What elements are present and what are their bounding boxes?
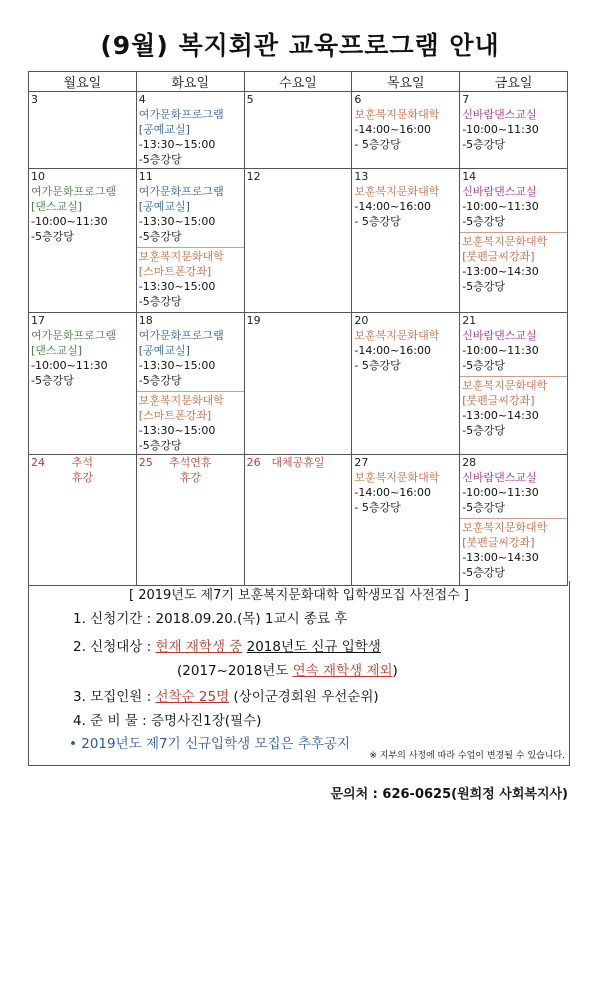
program-entry [352,107,459,152]
program-name: 여가문화프로그램 [138,329,224,342]
program-course: [붓펜글씨강좌] [462,394,535,407]
notice-value: (상이군경회원 우선순위) [233,689,379,705]
notice-item-target [73,635,381,655]
holiday-label: 대체공휴일 [271,456,325,469]
day-number: 10 [31,170,45,183]
day-number: 17 [31,314,45,327]
program-detail: -10:00~11:30 [462,486,539,499]
program-name: 보훈복지문화대학 [462,379,548,392]
calendar-week-row [29,313,568,455]
calendar-day-cell [244,169,352,313]
program-detail: -5층강당 [462,359,506,372]
calendar-week-row [29,455,568,586]
program-detail: -13:00~14:30 [462,551,539,564]
program-name: 보훈복지문화대학 [354,108,440,121]
holiday-label: 추석 [71,456,94,469]
day-number: 20 [354,314,369,327]
holiday-label: 휴강 [179,471,201,484]
holiday-label: 추석연휴 [168,456,212,469]
calendar-day-cell [460,313,568,455]
calendar-day-cell [244,92,352,169]
program-detail: -13:30~15:00 [138,138,216,151]
program-course: [댄스교실] [31,200,83,213]
day-number: 11 [138,170,153,183]
program-name: 신바람댄스교실 [462,329,537,342]
program-detail: -5층강당 [138,439,182,452]
program-detail: -14:00~16:00 [354,123,431,136]
page-title: (9월) 복지회관 교육프로그램 안내 [100,31,500,60]
program-detail: -13:00~14:30 [462,409,539,422]
day-number: 18 [138,314,153,327]
program-course: [붓펜글씨강좌] [462,536,535,549]
program-name: 보훈복지문화대학 [138,250,224,263]
day-number: 27 [354,456,369,469]
calendar-week-row [29,169,568,313]
program-name: 보훈복지문화대학 [462,521,548,534]
day-number: 6 [354,93,362,106]
notice-sub-prefix: (2017~2018년도 [177,663,289,679]
program-detail: -5층강당 [462,138,506,151]
day-number: 26 [246,456,261,469]
calendar-day-cell [460,92,568,169]
program-detail: -10:00~11:30 [462,123,539,136]
program-detail: - 5층강당 [354,215,401,228]
notice-header: [ 2019년도 제7기 보훈복지문화대학 입학생모집 사전접수 ] [128,588,469,603]
day-number: 4 [138,93,146,106]
calendar-day-cell [136,169,244,313]
calendar-day-cell [352,455,460,586]
notice-highlight: 현재 재학생 중 [155,639,243,655]
program-detail: -13:30~15:00 [138,280,216,293]
program-entry [460,107,567,152]
program-entry [29,328,136,388]
program-name: 신바람댄스교실 [462,185,537,198]
day-number: 25 [138,456,153,469]
notice-value: 2018년도 신규 입학생 [246,639,381,655]
program-calendar [28,71,568,586]
program-course: [공예교실] [138,200,190,213]
program-detail: -5층강당 [138,153,182,166]
program-detail: -13:30~15:00 [138,359,216,372]
program-detail: -5층강당 [138,374,182,387]
day-number: 3 [31,93,38,106]
calendar-day-cell [460,455,568,586]
day-number: 13 [354,170,369,183]
program-detail: -10:00~11:30 [31,215,108,228]
notice-highlight: 선착순 25명 [155,689,230,705]
contact-info: 문의처 : 626-0625(원희정 사회복지사) [330,787,568,802]
calendar-day-cell [244,455,352,586]
day-number: 14 [462,170,477,183]
program-detail: - 5층강당 [354,138,401,151]
program-detail: -10:00~11:30 [31,359,108,372]
notice-label: 3. 모집인원 : [73,689,152,705]
program-name: 보훈복지문화대학 [354,329,440,342]
program-detail: -5층강당 [462,280,506,293]
program-detail: -13:30~15:00 [138,424,216,437]
weekday-header: 수요일 [244,72,352,92]
program-detail: -10:00~11:30 [462,200,539,213]
program-entry [137,391,244,453]
program-course: [스마트폰강좌] [138,265,212,278]
program-detail: -5층강당 [462,566,506,579]
program-course: [공예교실] [138,123,190,136]
weekday-header-row [29,72,568,92]
notice-item-capacity [73,685,379,705]
calendar-day-cell [136,92,244,169]
day-number: 28 [462,456,477,469]
notice-item-period [73,607,347,627]
calendar-day-cell [29,92,137,169]
calendar-week-row [29,92,568,169]
program-name: 보훈복지문화대학 [462,235,548,248]
weekday-header: 금요일 [460,72,568,92]
program-detail: -13:30~15:00 [138,215,216,228]
notice-sub-suffix: ) [392,663,398,679]
weekday-header: 목요일 [352,72,460,92]
calendar-day-cell [136,455,244,586]
program-course: [댄스교실] [31,344,83,357]
weekday-header: 월요일 [29,72,137,92]
program-entry [352,470,459,515]
program-entry [29,184,136,244]
weekday-header: 화요일 [136,72,244,92]
program-name: 신바람댄스교실 [462,471,537,484]
day-number: 7 [462,93,470,106]
day-number: 5 [246,93,254,106]
program-detail: -5층강당 [138,295,182,308]
notice-item-materials [73,709,261,729]
program-entry [352,328,459,373]
notice-highlight: 연속 재학생 제외 [292,663,393,679]
program-entry [460,470,567,515]
notice-label: 2. 신청대상 : [73,639,152,655]
program-entry [137,184,244,244]
program-entry [137,328,244,388]
program-name: 여가문화프로그램 [138,185,224,198]
admission-notice [28,581,570,766]
calendar-day-cell [29,169,137,313]
program-detail: -5층강당 [462,424,506,437]
day-number: 19 [246,314,261,327]
program-name: 보훈복지문화대학 [354,185,440,198]
program-detail: - 5층강당 [354,359,401,372]
program-entry [137,247,244,309]
notice-bullet: • 2019년도 제7기 신규입학생 모집은 추후공지 [69,736,351,752]
calendar-day-cell [136,313,244,455]
program-name: 보훈복지문화대학 [138,394,224,407]
program-name: 보훈복지문화대학 [354,471,440,484]
calendar-day-cell [352,92,460,169]
program-course: [붓펜글씨강좌] [462,250,535,263]
program-detail: -10:00~11:30 [462,344,539,357]
calendar-day-cell [29,313,137,455]
program-detail: -5층강당 [462,501,506,514]
notice-label: 1. 신청기간 : [73,611,152,627]
calendar-day-cell [244,313,352,455]
program-entry [137,107,244,167]
calendar-day-cell [352,169,460,313]
program-entry [460,184,567,229]
program-detail: -5층강당 [31,374,74,387]
program-name: 신바람댄스교실 [462,108,537,121]
notice-value: 증명사진1장(필수) [151,713,262,729]
program-detail: -5층강당 [462,215,506,228]
program-detail: -5층강당 [31,230,74,243]
day-number: 12 [246,170,261,183]
notice-label: 4. 준 비 물 : [73,713,147,729]
program-detail: -14:00~16:00 [354,486,431,499]
notice-disclaimer: ※ 지부의 사정에 따라 수업이 변경될 수 있습니다. [369,751,565,761]
notice-value: 2018.09.20.(목) 1교시 종료 후 [155,611,348,627]
calendar-day-cell [460,169,568,313]
holiday-label: 휴강 [71,471,94,484]
program-entry [460,328,567,373]
day-number: 21 [462,314,477,327]
program-entry [352,184,459,229]
calendar-day-cell [352,313,460,455]
notice-item-target-sub [177,659,398,679]
calendar-day-cell [29,455,137,586]
program-entry [460,232,567,294]
program-detail: - 5층강당 [354,501,401,514]
program-detail: -14:00~16:00 [354,200,431,213]
day-number: 24 [31,456,45,469]
program-entry [460,376,567,438]
program-detail: -14:00~16:00 [354,344,431,357]
program-course: [스마트폰강좌] [138,409,212,422]
program-detail: -5층강당 [138,230,182,243]
program-detail: -13:00~14:30 [462,265,539,278]
program-name: 여가문화프로그램 [138,108,224,121]
program-name: 여가문화프로그램 [31,329,117,342]
program-name: 여가문화프로그램 [31,185,117,198]
program-course: [공예교실] [138,344,190,357]
program-entry [460,518,567,580]
